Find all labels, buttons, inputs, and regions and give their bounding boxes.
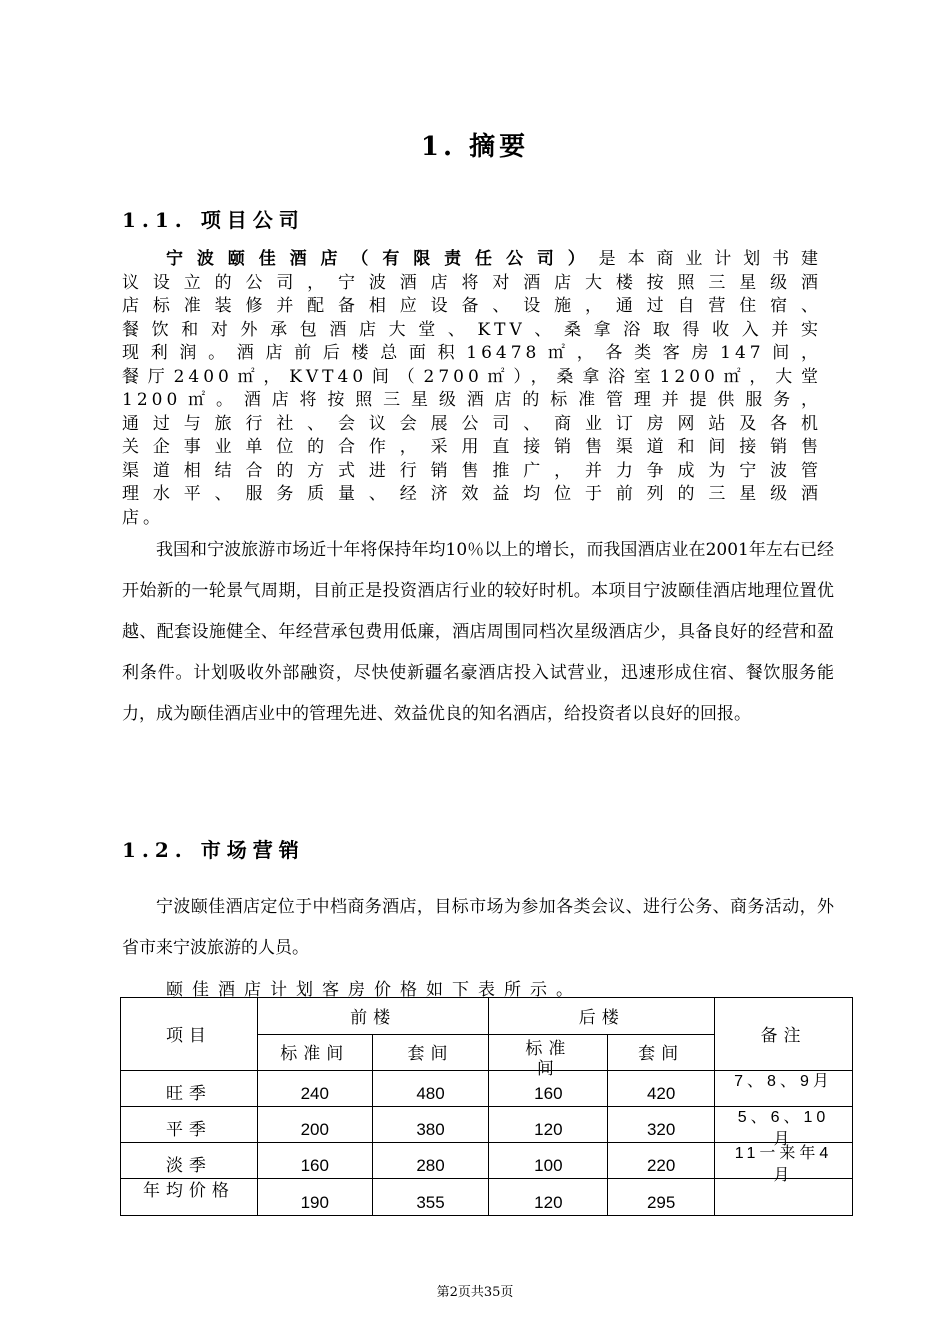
table-row — [121, 1179, 853, 1216]
company-intro-paragraph — [122, 248, 822, 530]
cell-back-suite: 320 — [608, 1107, 715, 1143]
cell-front-suite: 380 — [372, 1107, 489, 1143]
intro-line: 餐饮和对外承包酒店大堂、KTV、桑拿浴取得收入并实 — [122, 319, 822, 340]
header-note: 备注 — [715, 998, 853, 1071]
cell-front-standard: 240 — [257, 1071, 372, 1107]
intro-line: 渠道相结合的方式进行销售推广，并力争成为宁波管 — [122, 460, 822, 481]
company-name: 宁波颐佳酒店（有限责任公司） — [166, 249, 599, 269]
positioning-paragraph: 宁波颐佳酒店定位于中档商务酒店，目标市场为参加各类会议、进行公务、商务活动，外省市来宁波旅游的人员。 — [122, 897, 834, 958]
intro-line: 理水平、服务质量、经济效益均位于前列的三星级酒 — [122, 484, 822, 504]
page-heading: 1. 摘要 — [420, 132, 530, 162]
cell-front-standard: 160 — [257, 1143, 372, 1179]
intro-line: 议设立的公司，宁波酒店将对酒店大楼按照三星级酒 — [122, 272, 822, 293]
intro-line: 餐厅2400㎡，KVT40间（2700㎡），桑拿浴室1200㎡，大堂 — [122, 366, 822, 387]
header-item: 项目 — [121, 998, 258, 1071]
intro-line: 关企事业单位的合作，采用直接销售渠道和间接销售 — [122, 437, 822, 457]
intro-line: 店。 — [122, 507, 164, 528]
section-title-company: 1.1. 项目公司 — [122, 208, 305, 232]
cell-front-suite: 355 — [372, 1179, 489, 1216]
page-footer: 第2页共35页 — [436, 1285, 514, 1300]
cell-back-suite: 420 — [608, 1071, 715, 1107]
row-label: 淡季 — [121, 1143, 258, 1179]
section-title-marketing: 1.2. 市场营销 — [122, 838, 305, 862]
market-outlook-paragraph: 我国和宁波旅游市场近十年将保持年均10％以上的增长，而我国酒店业在2001年左右已经开始新的一轮景气周期，目前正是投资酒店行业的较好时机。本项目宁波颐佳酒店地理位置优越、配套设施健全、年经营承包费用低廉，酒店周围同档次星级酒店少，具备良好的经营和盈利条件。计划吸收外部融资，尽快使新疆名豪酒店投入试营业，迅速形成住宿、餐饮服务能力，成为颐佳酒店业中的管理先进、效益优良的知名酒店，给投资者以良好的回报。 — [122, 540, 834, 724]
row-label: 旺季 — [121, 1071, 258, 1107]
subheader-front-standard: 标准间 — [257, 1035, 372, 1071]
intro-line: 通过与旅行社、会议会展公司、商业订房网站及各机 — [122, 413, 822, 434]
table-caption: 颐佳酒店计划客房价格如下表所示。 — [166, 980, 582, 1000]
cell-front-standard: 190 — [257, 1179, 372, 1216]
cell-back-suite: 220 — [608, 1143, 715, 1179]
cell-front-suite: 280 — [372, 1143, 489, 1179]
cell-back-suite: 295 — [608, 1179, 715, 1216]
cell-back-standard: 100 — [489, 1143, 608, 1179]
table-row — [121, 1071, 853, 1107]
intro-line: 1200㎡。酒店将按照三星级酒店的标准管理并提供服务， — [122, 390, 822, 410]
subheader-back-standard: 标准间 — [489, 1035, 608, 1071]
cell-note: 5、6、10月 — [715, 1107, 853, 1143]
intro-line: 店标准装修并配备相应设备、设施，通过自营住宿、 — [122, 296, 822, 316]
row-label: 平季 — [121, 1107, 258, 1143]
table-row — [121, 1143, 853, 1179]
cell-back-standard: 120 — [489, 1107, 608, 1143]
cell-back-standard: 160 — [489, 1071, 608, 1107]
table-row — [121, 1107, 853, 1143]
subheader-back-suite: 套间 — [608, 1035, 715, 1071]
subheader-front-suite: 套间 — [372, 1035, 489, 1071]
header-front-building: 前楼 — [257, 998, 489, 1035]
header-back-building: 后楼 — [489, 998, 715, 1035]
cell-note: 11一来年4月 — [715, 1143, 853, 1179]
cell-front-suite: 480 — [372, 1071, 489, 1107]
cell-back-standard: 120 — [489, 1179, 608, 1216]
cell-front-standard: 200 — [257, 1107, 372, 1143]
intro-line: 现利润。酒店前后楼总面积16478㎡，各类客房147间， — [122, 343, 822, 363]
row-label: 年均价格 — [121, 1179, 258, 1216]
room-price-table — [120, 997, 853, 1216]
intro-line-0: 宁波颐佳酒店（有限责任公司）是本商业计划书建 — [166, 249, 823, 269]
cell-note: 7、8、9月 — [715, 1071, 853, 1107]
